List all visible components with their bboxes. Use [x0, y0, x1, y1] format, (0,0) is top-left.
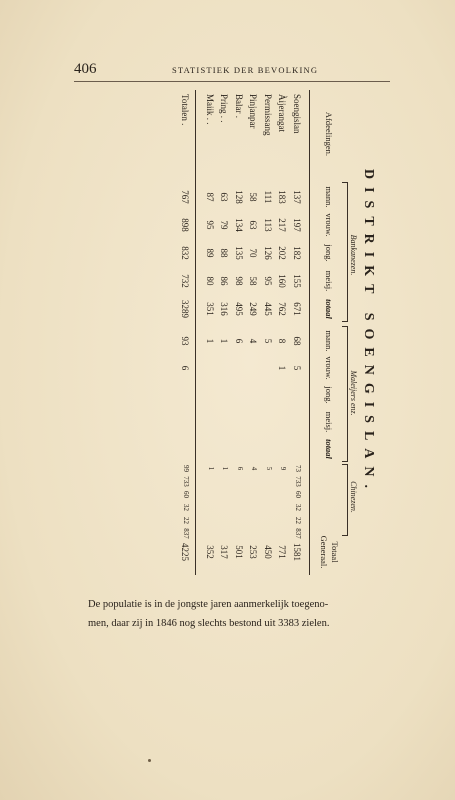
- cell-maleijers: 6: [234, 338, 244, 344]
- paragraph-line: De populatie is in de jongste jaren aanmerkelijk toegeno-: [88, 599, 329, 610]
- first-column-header: Afdeelingen.: [324, 111, 334, 157]
- row-label: Àijerangat: [277, 94, 288, 132]
- row-label: Maiik . .: [205, 94, 215, 125]
- cell-maleijers: 1: [219, 338, 230, 344]
- cell-bankanezen: 134: [234, 218, 244, 232]
- row-label: Pinjanpar: [248, 94, 259, 129]
- cell-bankanezen: 95: [205, 220, 215, 230]
- cell-bankanezen: 495: [234, 302, 244, 316]
- page-number: 406: [74, 61, 97, 77]
- total-chinezen: 733: [182, 476, 191, 487]
- cell-bankanezen: 137: [292, 190, 302, 204]
- cell-bankanezen: 95: [263, 276, 273, 286]
- cell-general-total: 501: [234, 545, 244, 559]
- column-header-jong.: jong.: [324, 386, 334, 404]
- total-chinezen: 837: [182, 528, 191, 539]
- column-header-meisj.: meisj.: [324, 270, 334, 292]
- cell-bankanezen: 135: [234, 246, 244, 260]
- total-maleijers: 93: [180, 336, 191, 346]
- brace-bankanezen: [342, 182, 348, 322]
- cell-chinezen: 32: [294, 504, 302, 511]
- cell-bankanezen: 63: [219, 192, 230, 202]
- column-header-mann.: mann.: [324, 186, 334, 208]
- cell-chinezen: 837: [294, 528, 302, 539]
- table-title: DISTRIKT SOENGISLAN.: [361, 168, 376, 497]
- group-label-chinezen: Chinezen.: [349, 481, 358, 513]
- cell-bankanezen: 88: [219, 248, 230, 258]
- cell-bankanezen: 445: [263, 302, 273, 316]
- cell-chinezen: 1: [221, 466, 230, 471]
- cell-bankanezen: 63: [248, 220, 259, 230]
- total-bankanezen: 732: [180, 274, 191, 288]
- column-header-vrouw.: vrouw.: [324, 213, 334, 237]
- total-chinezen: 22: [182, 517, 191, 524]
- cell-bankanezen: 197: [292, 218, 302, 232]
- cell-chinezen: 9: [279, 466, 288, 471]
- cell-bankanezen: 155: [292, 274, 302, 288]
- cell-bankanezen: 762: [277, 302, 288, 316]
- cell-bankanezen: 351: [205, 302, 215, 316]
- cell-maleijers: 1: [205, 338, 215, 344]
- running-title: STATISTIEK DER BEVOLKING: [172, 65, 319, 75]
- cell-chinezen: 1: [207, 466, 215, 471]
- column-header-meisj.: meisj.: [324, 411, 334, 433]
- cell-bankanezen: 182: [292, 246, 302, 260]
- cell-bankanezen: 58: [248, 276, 259, 286]
- cell-bankanezen: 316: [219, 302, 230, 316]
- header-rule: [74, 81, 390, 82]
- total-maleijers: 6: [180, 365, 191, 371]
- cell-chinezen: 4: [250, 466, 259, 471]
- total-bankanezen: 767: [180, 190, 191, 204]
- cell-bankanezen: 79: [219, 220, 230, 230]
- cell-general-total: 1581: [292, 543, 302, 561]
- cell-maleijers: 8: [277, 338, 288, 344]
- row-label: Pring . .: [219, 94, 230, 123]
- totals-rule: [196, 90, 197, 575]
- population-table: [110, 90, 380, 575]
- cell-chinezen: 5: [265, 466, 273, 471]
- group-label-bankanezen: Bankanezen.: [349, 234, 358, 276]
- cell-bankanezen: 80: [205, 276, 215, 286]
- cell-general-total: 771: [277, 545, 288, 559]
- cell-maleijers: 5: [292, 365, 302, 371]
- paragraph-line: men, daar zij in 1846 nog slechts bestond uit 3383 zielen.: [88, 618, 330, 629]
- cell-bankanezen: 89: [205, 248, 215, 258]
- column-header-vrouw.: vrouw.: [324, 356, 334, 380]
- cell-bankanezen: 183: [277, 190, 288, 204]
- cell-bankanezen: 128: [234, 190, 244, 204]
- cell-bankanezen: 160: [277, 274, 288, 288]
- cell-bankanezen: 126: [263, 246, 273, 260]
- brace-maleijers: [342, 326, 348, 462]
- column-header-mann.: mann.: [324, 330, 334, 352]
- total-bankanezen: 832: [180, 246, 191, 260]
- general-total-header-line: Totaal: [330, 541, 340, 563]
- total-bankanezen: 3289: [180, 300, 191, 318]
- cell-general-total: 352: [205, 545, 215, 559]
- column-header-jong.: jong.: [324, 244, 334, 262]
- body-paragraph: [88, 595, 418, 633]
- column-header-totaal: totaal: [324, 439, 334, 459]
- cell-bankanezen: 70: [248, 248, 259, 258]
- total-chinezen: 32: [182, 504, 191, 511]
- ink-spot: [148, 759, 151, 762]
- total-chinezen: 99: [182, 465, 191, 472]
- row-label: Permissang: [263, 94, 273, 136]
- cell-bankanezen: 111: [263, 190, 273, 204]
- column-header-totaal: totaal: [324, 299, 334, 319]
- cell-bankanezen: 202: [277, 246, 288, 260]
- total-bankanezen: 898: [180, 218, 191, 232]
- cell-bankanezen: 98: [234, 276, 244, 286]
- cell-general-total: 253: [248, 545, 259, 559]
- general-total-header: [318, 530, 340, 574]
- cell-maleijers: 68: [292, 336, 302, 346]
- population-table-wrapper: [110, 90, 380, 575]
- cell-bankanezen: 217: [277, 218, 288, 232]
- totals-label: Totalen .: [180, 94, 191, 126]
- cell-chinezen: 6: [236, 466, 244, 471]
- group-label-maleijers: Maleijers enz.: [349, 370, 358, 416]
- general-total-header-line: Generaal.: [319, 535, 329, 569]
- header-rule: [309, 90, 310, 575]
- cell-bankanezen: 86: [219, 276, 230, 286]
- cell-general-total: 450: [263, 545, 273, 559]
- cell-bankanezen: 87: [205, 192, 215, 202]
- cell-bankanezen: 113: [263, 218, 273, 232]
- cell-maleijers: 4: [248, 338, 259, 344]
- cell-general-total: 317: [219, 545, 230, 559]
- cell-bankanezen: 671: [292, 302, 302, 316]
- cell-chinezen: 733: [294, 476, 302, 487]
- total-chinezen: 60: [182, 491, 191, 498]
- cell-bankanezen: 249: [248, 302, 259, 316]
- cell-maleijers: 1: [277, 365, 288, 371]
- row-label: Balar .: [234, 94, 244, 118]
- cell-chinezen: 22: [294, 517, 302, 524]
- cell-chinezen: 73: [294, 465, 302, 472]
- cell-bankanezen: 58: [248, 192, 259, 202]
- cell-maleijers: 5: [263, 338, 273, 344]
- brace-chinezen: [342, 464, 348, 536]
- row-label: Soengislan: [292, 94, 302, 134]
- cell-chinezen: 60: [294, 491, 302, 498]
- total-general: 4225: [180, 543, 191, 561]
